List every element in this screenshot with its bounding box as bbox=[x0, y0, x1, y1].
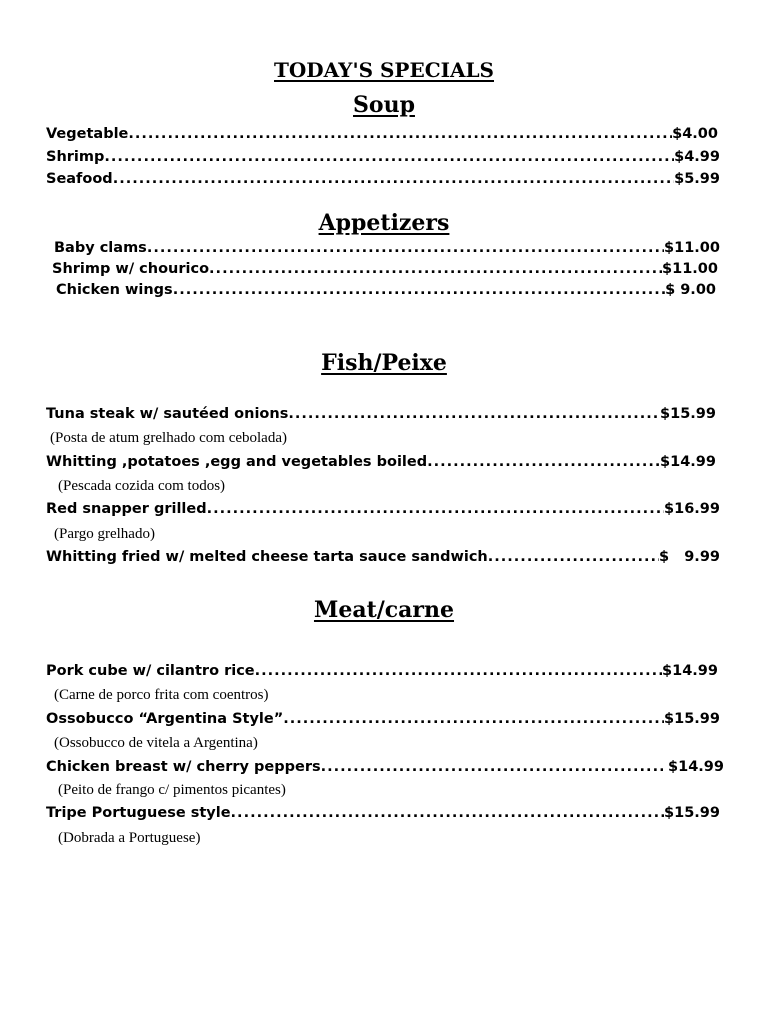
dot-leader bbox=[321, 759, 663, 775]
menu-item-red-snapper bbox=[46, 501, 720, 517]
item-translation: (Peito de frango c/ pimentos picantes) bbox=[58, 782, 286, 798]
menu-item-shrimp bbox=[46, 149, 720, 165]
section-heading-soup: Soup bbox=[353, 92, 415, 118]
item-price: $15.99 bbox=[664, 711, 720, 727]
item-name: Chicken breast w/ cherry peppers bbox=[46, 759, 321, 775]
item-name: Whitting fried w/ melted cheese tarta sauce sandwich bbox=[46, 549, 488, 565]
item-name: Tripe Portuguese style bbox=[46, 805, 231, 821]
item-price: $14.99 bbox=[660, 454, 716, 470]
item-price: $11.00 bbox=[664, 240, 720, 256]
item-price: $5.99 bbox=[674, 171, 720, 187]
menu-item-whitting-boiled bbox=[46, 454, 716, 470]
item-price: $4.99 bbox=[674, 149, 720, 165]
menu-item-baby-clams bbox=[54, 240, 720, 256]
item-name: Seafood bbox=[46, 171, 113, 187]
item-translation: (Ossobucco de vitela a Argentina) bbox=[54, 735, 258, 751]
dot-leader bbox=[147, 240, 664, 256]
dot-leader bbox=[427, 454, 660, 470]
item-translation: (Pargo grelhado) bbox=[54, 526, 155, 542]
dot-leader bbox=[113, 171, 674, 187]
dot-leader bbox=[173, 282, 665, 298]
section-heading-meat: Meat/carne bbox=[313, 597, 455, 623]
item-name: Chicken wings bbox=[56, 282, 173, 298]
item-translation: (Dobrada a Portuguese) bbox=[58, 830, 201, 846]
dot-leader bbox=[255, 663, 662, 679]
menu-title: TODAY'S SPECIALS bbox=[274, 58, 494, 82]
dot-leader bbox=[231, 805, 664, 821]
item-name: Whitting ,potatoes ,egg and vegetables boiled bbox=[46, 454, 428, 470]
item-translation: (Pescada cozida com todos) bbox=[58, 478, 226, 494]
dot-leader bbox=[104, 149, 674, 165]
item-price: $15.99 bbox=[660, 406, 716, 422]
item-name: Shrimp w/ chourico bbox=[52, 261, 210, 277]
item-name: Red snapper grilled bbox=[46, 501, 207, 517]
item-price: $14.99 bbox=[662, 759, 724, 775]
item-price: $11.00 bbox=[662, 261, 718, 277]
menu-item-chicken-wings bbox=[56, 282, 716, 298]
dot-leader bbox=[283, 711, 664, 727]
item-name: Baby clams bbox=[54, 240, 147, 256]
menu-item-tuna-steak bbox=[46, 406, 716, 422]
item-price: $16.99 bbox=[664, 501, 720, 517]
item-price: $15.99 bbox=[664, 805, 720, 821]
dot-leader bbox=[488, 549, 659, 565]
menu-item-tripe bbox=[46, 805, 720, 821]
menu-item-whitting-fried bbox=[46, 549, 720, 565]
dot-leader bbox=[209, 261, 662, 277]
dot-leader bbox=[128, 126, 672, 142]
item-price: $14.99 bbox=[662, 663, 718, 679]
item-translation: (Carne de porco frita com coentros) bbox=[54, 687, 269, 703]
item-price: $ 9.00 bbox=[665, 282, 716, 298]
item-name: Vegetable bbox=[46, 126, 129, 142]
menu-item-ossobucco bbox=[46, 711, 720, 727]
item-name: Tuna steak w/ sautéed onions bbox=[46, 406, 289, 422]
menu-item-seafood bbox=[46, 171, 720, 187]
menu-item-shrimp-chourico bbox=[52, 261, 718, 277]
item-translation: (Posta de atum grelhado com cebolada) bbox=[50, 430, 287, 446]
menu-item-vegetable bbox=[46, 126, 718, 142]
dot-leader bbox=[288, 406, 660, 422]
section-heading-appetizers: Appetizers bbox=[318, 210, 450, 236]
item-name: Pork cube w/ cilantro rice bbox=[46, 663, 255, 679]
item-name: Shrimp bbox=[46, 149, 105, 165]
item-price: $ 9.99 bbox=[658, 549, 720, 565]
section-heading-fish: Fish/Peixe bbox=[321, 350, 447, 376]
item-name: Ossobucco “Argentina Style” bbox=[46, 711, 284, 727]
menu-item-pork-cube bbox=[46, 663, 718, 679]
item-price: $4.00 bbox=[672, 126, 718, 142]
menu-item-chicken-breast bbox=[46, 759, 724, 775]
dot-leader bbox=[207, 501, 664, 517]
